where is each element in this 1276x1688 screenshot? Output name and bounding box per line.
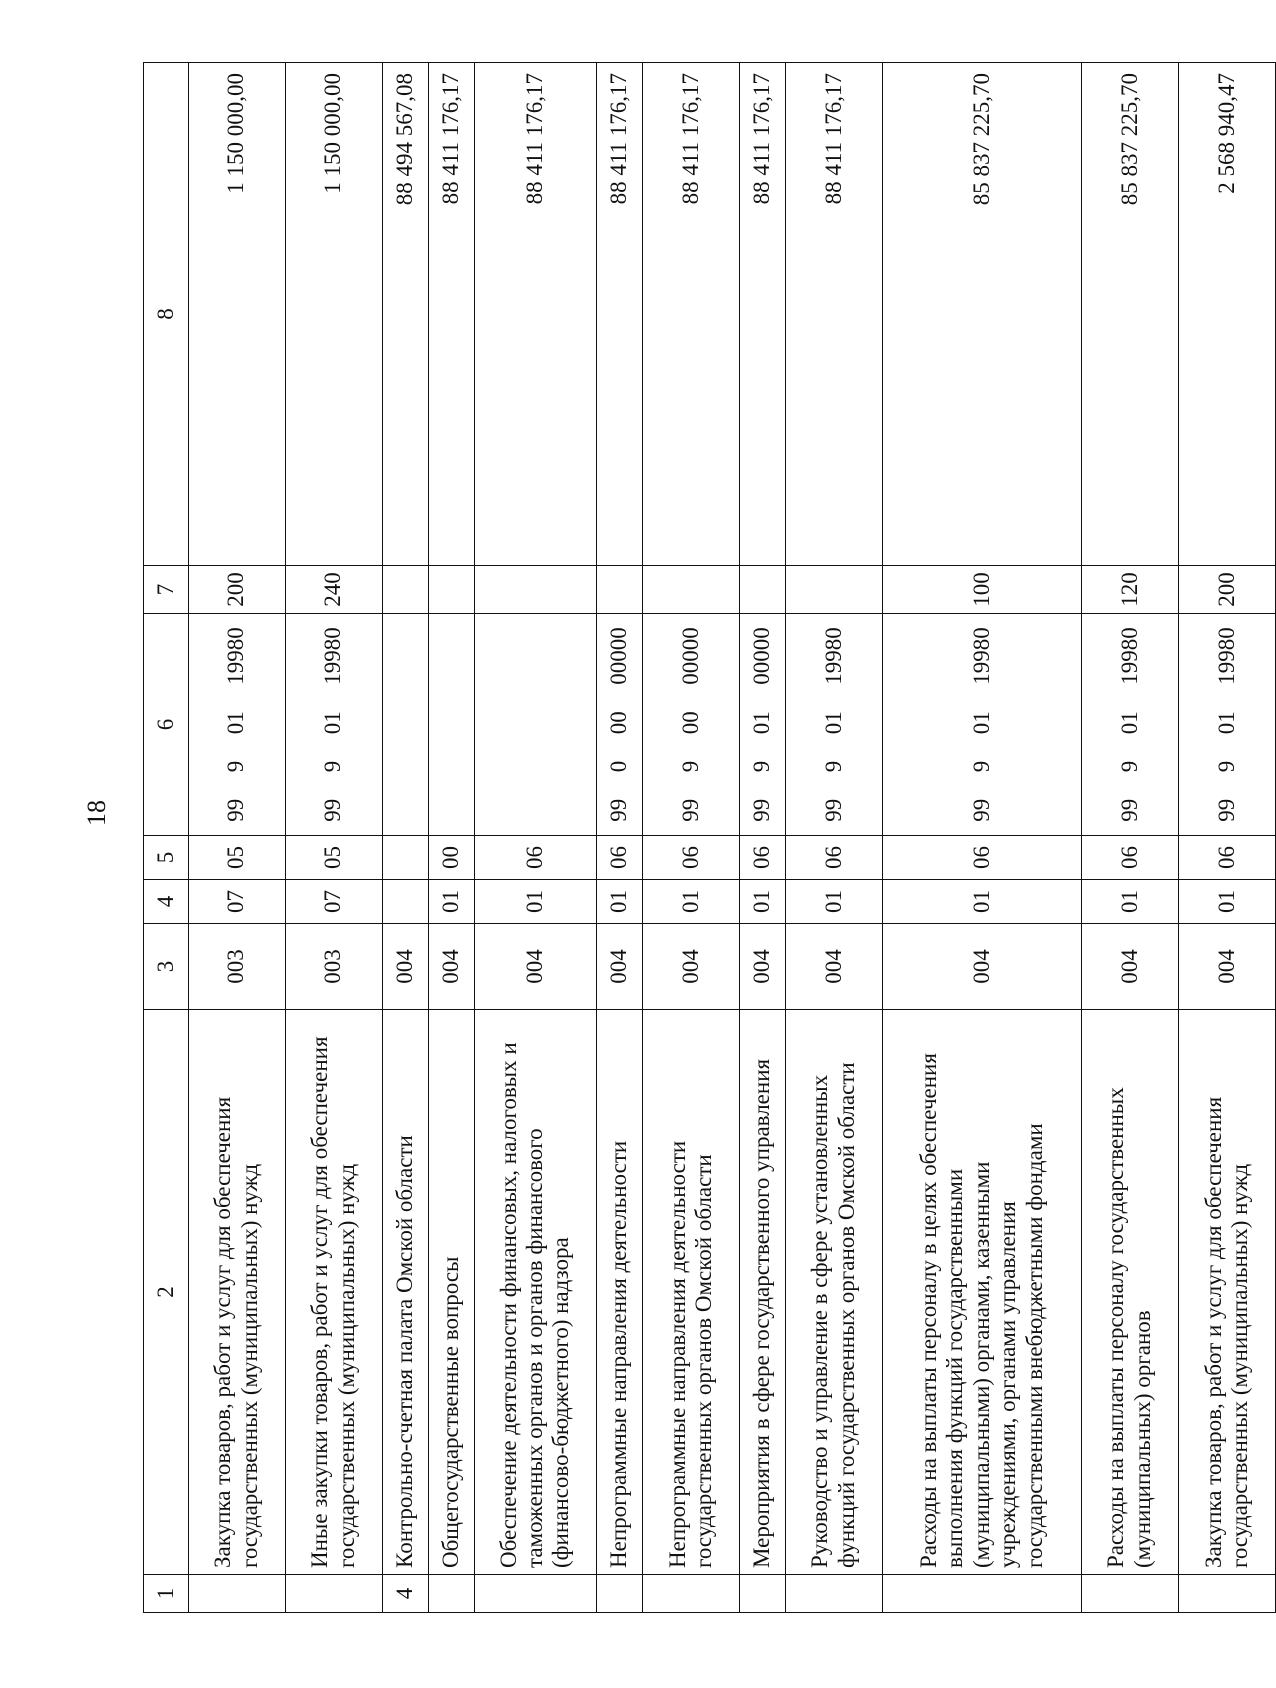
row-section-code: 01 [882,880,1081,924]
target-article-part: 19980 [1116,627,1142,685]
row-name: Расходы на выплаты персоналу государственных (муниципальных) органов [1081,1010,1178,1575]
row-target-article [597,614,643,836]
row-grbs-code: 004 [474,924,597,1010]
row-subsection-code: 06 [642,836,739,880]
table-row [785,63,882,1613]
target-article-part: 01 [749,711,775,735]
target-article-part: 01 [320,711,346,735]
row-section-code: 01 [1178,880,1275,924]
column-header-8: 8 [144,63,189,566]
column-header-4: 4 [144,880,189,924]
target-article-part: 19980 [320,627,346,685]
row-amount: 2 568 940,47 [1178,63,1275,566]
row-grbs-code: 003 [285,924,382,1010]
row-name: Общегосударственные вопросы [428,1010,474,1575]
row-expense-type [739,566,785,614]
row-subsection-code: 06 [739,836,785,880]
row-number [882,1575,1081,1613]
row-section-code: 01 [474,880,597,924]
row-target-article [642,614,739,836]
row-expense-type: 100 [882,566,1081,614]
row-grbs-code: 004 [1081,924,1178,1010]
row-section-code: 01 [428,880,474,924]
row-name: Мероприятия в сфере государственного управления [739,1010,785,1575]
table-row [382,63,428,1613]
row-name: Расходы на выплаты персоналу в целях обеспечения выполнения функций государственными (муниципальными) органами, казенными учреждениями, органами управления государственными внебюджетными фондами [882,1010,1081,1575]
row-subsection-code: 05 [285,836,382,880]
row-expense-type [785,566,882,614]
target-article-part: 99 [749,798,775,822]
target-article-part: 9 [749,760,775,773]
row-number: 4 [382,1575,428,1613]
row-expense-type [597,566,643,614]
row-grbs-code: 004 [382,924,428,1010]
table-row [1178,63,1275,1613]
table-row [188,63,285,1613]
row-target-article [474,614,597,836]
row-section-code: 01 [597,880,643,924]
target-article-part: 9 [677,760,703,773]
row-amount: 1 150 000,00 [188,63,285,566]
target-article-part: 00000 [606,627,632,685]
target-article-part: 00 [677,711,703,735]
row-number [1178,1575,1275,1613]
row-expense-type [642,566,739,614]
row-subsection-code: 05 [188,836,285,880]
budget-table [143,62,1276,1613]
row-subsection-code: 06 [785,836,882,880]
target-article-part: 99 [1213,798,1239,822]
row-target-article [1178,614,1275,836]
row-number [474,1575,597,1613]
row-name: Контрольно-счетная палата Омской области [382,1010,428,1575]
row-subsection-code [382,836,428,880]
row-section-code: 01 [1081,880,1178,924]
target-article-part: 19980 [820,627,846,685]
row-number [642,1575,739,1613]
page-number: 18 [82,800,111,826]
target-article-part: 99 [820,798,846,822]
row-amount: 85 837 225,70 [1081,63,1178,566]
row-grbs-code: 004 [1178,924,1275,1010]
row-name: Иные закупки товаров, работ и услуг для обеспечения государственных (муниципальных) нужд [285,1010,382,1575]
row-name: Закупка товаров, работ и услуг для обеспечения государственных (муниципальных) нужд [188,1010,285,1575]
row-target-article [739,614,785,836]
row-expense-type [428,566,474,614]
row-target-article [285,614,382,836]
row-number [1081,1575,1178,1613]
column-header-3: 3 [144,924,189,1010]
column-header-7: 7 [144,566,189,614]
row-expense-type [474,566,597,614]
column-header-1: 1 [144,1575,189,1613]
row-amount: 88 411 176,17 [739,63,785,566]
row-target-article [785,614,882,836]
row-target-article [382,614,428,836]
target-article-part: 99 [223,798,249,822]
row-subsection-code: 06 [1178,836,1275,880]
target-article-part: 00 [606,711,632,735]
row-amount: 88 411 176,17 [428,63,474,566]
target-article-part: 9 [968,760,994,773]
row-section-code: 01 [739,880,785,924]
row-section-code [382,880,428,924]
row-number [597,1575,643,1613]
table-row [597,63,643,1613]
row-expense-type: 200 [188,566,285,614]
row-section-code: 01 [785,880,882,924]
row-number [188,1575,285,1613]
row-amount: 88 411 176,17 [597,63,643,566]
target-article-part: 99 [968,798,994,822]
table-row [428,63,474,1613]
rotated-content [143,63,1276,1613]
target-article-part: 19980 [968,627,994,685]
row-grbs-code: 004 [785,924,882,1010]
row-grbs-code: 004 [428,924,474,1010]
row-grbs-code: 004 [642,924,739,1010]
row-name: Непрограммные направления деятельности [597,1010,643,1575]
target-article-part: 01 [820,711,846,735]
row-amount: 1 150 000,00 [285,63,382,566]
row-target-article [1081,614,1178,836]
row-target-article [188,614,285,836]
target-article-part: 01 [968,711,994,735]
row-amount: 88 411 176,17 [785,63,882,566]
target-article-part: 00000 [749,627,775,685]
row-section-code: 07 [285,880,382,924]
row-number [785,1575,882,1613]
row-amount: 88 494 567,08 [382,63,428,566]
row-expense-type [382,566,428,614]
table-row [474,63,597,1613]
row-subsection-code: 06 [474,836,597,880]
row-name: Закупка товаров, работ и услуг для обеспечения государственных (муниципальных) нужд [1178,1010,1275,1575]
target-article-part: 19980 [223,627,249,685]
target-article-part: 0 [606,760,632,773]
target-article-part: 19980 [1213,627,1239,685]
table-row [285,63,382,1613]
row-amount: 88 411 176,17 [474,63,597,566]
table-row [882,63,1081,1613]
table-row [642,63,739,1613]
target-article-part: 01 [223,711,249,735]
row-subsection-code: 06 [1081,836,1178,880]
row-grbs-code: 004 [882,924,1081,1010]
target-article-part: 01 [1116,711,1142,735]
row-grbs-code: 004 [739,924,785,1010]
target-article-part: 99 [606,798,632,822]
row-name: Непрограммные направления деятельности государственных органов Омской области [642,1010,739,1575]
row-number [428,1575,474,1613]
target-article-part: 99 [320,798,346,822]
row-subsection-code: 06 [597,836,643,880]
target-article-part: 99 [677,798,703,822]
row-grbs-code: 004 [597,924,643,1010]
target-article-part: 01 [1213,711,1239,735]
target-article-part: 9 [223,760,249,773]
target-article-part: 99 [1116,798,1142,822]
row-target-article [882,614,1081,836]
row-number [285,1575,382,1613]
row-name: Руководство и управление в сфере установленных функций государственных органов Омской области [785,1010,882,1575]
row-expense-type: 240 [285,566,382,614]
row-target-article [428,614,474,836]
row-name: Обеспечение деятельности финансовых, налоговых и таможенных органов и органов финансового (финансово-бюджетного) надзора [474,1010,597,1575]
table-row [1081,63,1178,1613]
row-amount: 85 837 225,70 [882,63,1081,566]
row-section-code: 07 [188,880,285,924]
column-header-6: 6 [144,614,189,836]
target-article-part: 9 [820,760,846,773]
header-row [144,63,189,1613]
target-article-part: 00000 [677,627,703,685]
row-number [739,1575,785,1613]
row-subsection-code: 06 [882,836,1081,880]
row-amount: 88 411 176,17 [642,63,739,566]
column-header-5: 5 [144,836,189,880]
target-article-part: 9 [320,760,346,773]
row-expense-type: 120 [1081,566,1178,614]
table-row [739,63,785,1613]
row-subsection-code: 00 [428,836,474,880]
column-header-2: 2 [144,1010,189,1575]
row-grbs-code: 003 [188,924,285,1010]
target-article-part: 9 [1213,760,1239,773]
row-expense-type: 200 [1178,566,1275,614]
row-section-code: 01 [642,880,739,924]
target-article-part: 9 [1116,760,1142,773]
